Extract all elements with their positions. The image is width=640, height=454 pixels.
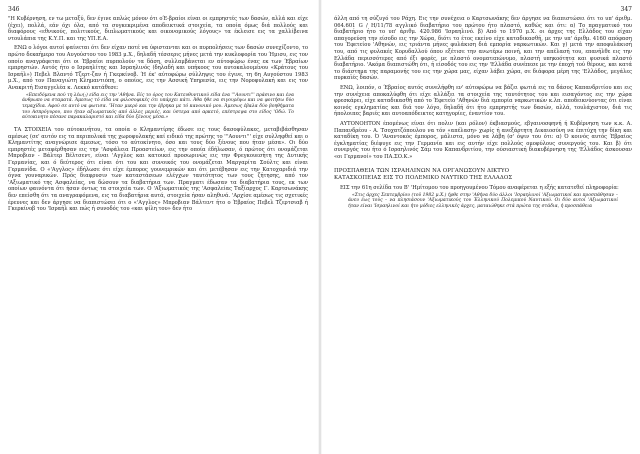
section-heading-line: ΚΑΤΑΣΚΟΠΕΙΑΣ ΕΙΣ ΤΟ ΠΟΛΕΜΙΚΟ ΝΑΥΤΙΚΟ ΤΗΣ ΕΛΛΑΔΟΣ bbox=[334, 175, 513, 182]
section-heading-line: ΠΡΟΣΠΑΘΕΙΑ ΤΩΝ ΙΣΡΑΗΛΙΝΩΝ ΝΑ ΟΡΓΑΝΩΣΟΥΝ ΔΙΚΤΥΟ bbox=[334, 168, 510, 175]
paragraph: άλλη από τη σύζυγό του Ράχη. Εις την συνέχεια ο Καρτσωνάκης δεν άργησε να διαπιστώσει ότι το υπ' άριθμ. 064.601 G / H/11/78 αγγλικό διαβατήριο του πρώτου ήτο πλαστό, καθώς και ότι: α) Το πραγματικό του διαβατήριο ήτο το υπ' άριθμ. 420.986 'Ισραηλινό. β) Από το 1970 μ.Χ. οι άρχες της Ελλάδος του είχαν απαγορεύση την είσοδο εις την Χώρα, διότι το έτος εκείνο είχε καταδικασθή, με την υπ' άριθμ. 4160 απόφαση του Έφετείου 'Αθηνών, εις τριάντα μήνες φυλάκιση διά εμπορία ναρκωτικών. Και γ) μετά την αποφυλάκισή του, από τις φυλακές Κορυδαλλού όπου εξέτισε την ανωτέρω ποινή, και την απέλασή του, επανήλθε εις την Ελλάδα περισσότερες από έξι φορές, με πλαστό ονοματεπώνυμο, πλαστή υπηκοότητα και φυσικά πλαστό διαβατήριο. 'Ακόμα διαπιστώθη ότι, ή είσοδός του εις την 'Ελλάδα συνέπεσε με την έποχή τού θέρους, και κατά το διάστημα της παραμονής του εις την χώρα μας, είχαν λάβει χώρα, σε διάφορα μέρη της 'Ελλάδος, μεγάλες πυρκαϊές δασών. bbox=[334, 16, 632, 82]
paragraph: ΕΙΣ την 61η σελίδα του Β' 'Ημίτομου του προηγουμένου Τόμου αναφέρεται η εξής κατατεθεί πληροφορία: bbox=[340, 185, 619, 192]
page-number: 346 bbox=[8, 6, 20, 13]
paragraph: ΕΝΩ, λοιπόν, ο Έβραίος αυτός συνελήφθη εν' αύτοφώρω να βάζει φωτιά εις τα δάσος Καπανδριτίου και εις την συνέχεια αποκαλύφθη ότι είχε αλλάξει τα στοιχεία της ταυτότητος του και εισαγόντος εις την χώρα φρεσκάρει, είχε καταδικασθή από το Έφετείο 'Αθηνών διά εμπορία ναρκωτικών κ.λπ. αποδεικνύοντας ότι είναι κοινός εγκληματίας και διά τον λόγο, δηλαδή ότι ήτο εμπρηστής των δασών, αλλά, τουλάχιστον, διά τις ήπολοιπες βαριές και αυτοαπόδεικτες κατηγορίες, έναντίον του. bbox=[334, 84, 632, 118]
paragraph: ΑΥΤΟΝΟΗΤΟΝ έπομένως είναι ότι πολιν (και ρόλον) έκβιασμούς, εβγαινοσφηνή ή Κυβέρνηση των κ.κ. Α. Παπανδρέου - Α. Τσοχατζόπουλου να τόν «απέλαση» χωρίς ή ανεξάρτητη Δικαιοσύνη να έπιτύχη την δίκη και καταδίκη του. Ό 'Αναντοκός έμπορος, μάλιστα, μόνο να λάβη (σ' όψιν του ότι: α) Ό κοινός αυτός Έβραίος έγκληματίας διέφυγε εις την Γερμανία και εις αυτήν είχε πολλούς ομοφύλους συνεργούς του. Και β) ότι συνεργός του ήτο ό Ισραηλινός Σάμ του Καπανδριτίου, την ούσιαστική διακυβέρνηση της 'Ελλάδος άσκουσαν «οι Γερμανοί» του ΠΑ.ΣΟ.Κ.» bbox=[334, 120, 632, 160]
paragraph: "Η Κυβέρνηση, εν τω μεταξύ, δεν έγινε απλώς μόνον ότι οΈ-βραίοι είναι οι εμπρηστές των δασών, αλλά και είχε (έχει), πολλά, εάν όχι όλα, από τα συγκεκριμένα αποδεικτικά στοιχεία, τα οποία όμως διά πολλούς και διαφόρους «εθνικούς, πολιτικούς, διπλωματικούς και οικονομικούς λόγους» τα έκλεισε εις τα χαλλίβεινα ντουλάπια της Κ.Υ.Π. και της ΥΠ.Ε.Α. bbox=[8, 16, 308, 42]
paragraph: ΕΝΩ ο λόγοι αυτοί φαίνεται ότι δεν είχαν ποτέ να ύφιστανται και οι πυρπολήσεις των δασών συνεχίζοντο, το πρώτο δεκαήμερο του Αυγούστου του 1983 μ.Χ., δηλαδή τέσσερις μήνες μετά την κυκλοφορία του Ήμισυ, εις τον οποίο αναγράφεται ότι οι Έβραίοι πυρπολούν τα δάση, συλλαμβάνεται εν αύτοφώρω ένας εκ των Έβραίων εμπρηστών. Αυτός ήτο ο Ισραηλίτης και Ισραηλινός (δηλαδή και υπήκοος του αυτοκαλουμένου «Κράτους του Ισραήλ») Πεβελ Βλαντό Τζερτ-ζαν ή Γκερκίνοβ. Ή έκ' αύτοφώρω σύλληψις του έγινε, τη 6η Αυγούστου 1983 μ.Χ., από τον Παναγιώτη Κλημαντιόπη, ο οποίος, εις την Ασσική Υπηρεσία, εις την Νοροφυλακή και εις τον Ανακριτή Εισαγγελέα κ. Λεκκό κατάθεσε: bbox=[8, 45, 308, 91]
block-quote: «Επειδόμενα πού τη λέω(;) είδα εις την 'Αθήνα. Είς το όρος του Κατευθυντικού είδα ένα '''Αουντι''' πράσινο και ένα άνθρωπο να σταματά. Άμεσως τό είδα να φιλοσοφικές ότι υπάρχει κάτι. Άθα ήθε να σιγουρέψω και να φοιτήσω δύο τεμαχίδια. Αφού σε αυτό να φωτισα. 'Ήταν μικρό και την έβρηκα με τό κανονικό μου. Άμεσως έβαλα δύο βοηθήματα του Ασπρόγυρου, που ήταν αξιωματικός από άλλες μεριές, και ύστερα από αρκετό, επέστρεψα στο είδος 'Οδώ. Το αύτοκινητο πέσανε παρακαλαριστό και είδα δύο ξένους μέσα.» bbox=[22, 92, 294, 121]
right-page bbox=[320, 0, 640, 454]
paragraph: ΤΑ ΣΤΟΙΧΕΙΑ του αύτοκινήτου, τα οποία ο Κλημαντίρης έδωσε εις τους δασοφύλακες, μεταβιβάσθησαν αμέσως (σε' αυτόν εις τα περιπολικά της χωροφυλακής καί ειδικό της πρώτης το '''Αουντι''' είχε συλληφθεί και ο Κλημαντίτης αναγνώρισε άμεσως, τόσο το αύτοκίνητο, όσο και τους δύο ξένους που ήταν μέσα». Οι δύο εμπρηστές μεταφέρθησαν εις την 'Ασφάλεια Προαστείων, εις την οποία έδήλωσαν, ό πρώτος ότι ονομάζεται Μπροβιαν - Βάλτερ Βέλτσεντ, είναι 'Αγγλος και κατοικεί προσωρινώς εις την Φρεγκουεσήτη της Δυτικής Γερμανίας, και ό δεύτερος ότι είναι ότι του και συνοικός του ονομάζεται Μαργαρίτα Σούλτς και είναι Γερμανίδα. Ο «'Αγγλος» έδήλωσε ότι είχε έμπορος γουνεμρικών και ότι μετέβησαν εις την Κατοχαριδιά την όγνα γουναρικών. Πρός διαφρυσιν των καταστάσεων ελέγχων ταυτότητος των τους ζήτησης, από τον 'Αξιωματικό της Ασφαλείας, να δώσουν τα διαβατήρια των. Πραγματι έδωσαν τα διαβατήρια τους, εκ των οποίων φαινόντα ότι ήσαν όντως τα στοιχεία των. Ο 'Αξιωματικός της 'Ασφαλείας Ταξίαρχος Γ. Καρτσωνάκης δεν επείσθη ότι τα αναγραφόμενα, εις τα διαβατήρια αυτά, στοιχεία ήσαν αληθινά. 'Αρχίσε αμέσως τις σχετικές έρευνες και δεν άργησε να διαπιστώσει ότι ο «'Αγγλος» Μπροβιαν Βάλτεντ ήτο ο Έβραίος Πεβελ Τζερτσιαβ ή Γκερκίνοβ του 'Ισραήλ και πώς ή συνοδός του «και φίλη του» δεν ήτο bbox=[8, 127, 308, 213]
page-number: 347 bbox=[620, 6, 632, 13]
block-quote: «Στις άρχες Σεπτεμβρίου (τοῦ 1982 μ.Χ.) ήρθε στην 'Αθήνα δύο άλλοι 'Ισραηλινοί 'Αξιωματικοί και προσπάθησαν – άνευ έως τούς – να πλησιάσουν 'Αξιωματικούς του Έλληνικού Πολεμικού Ναυτικού. Οι δύο αυτοί 'Αξιωματικοί ήταν είναι 'Ισραηλινοί και ήτο μόδιες ελληνικές άρχες, ματαιώθηκε στά πρώτα της στάδια, ή προσπάθεια bbox=[348, 192, 618, 210]
